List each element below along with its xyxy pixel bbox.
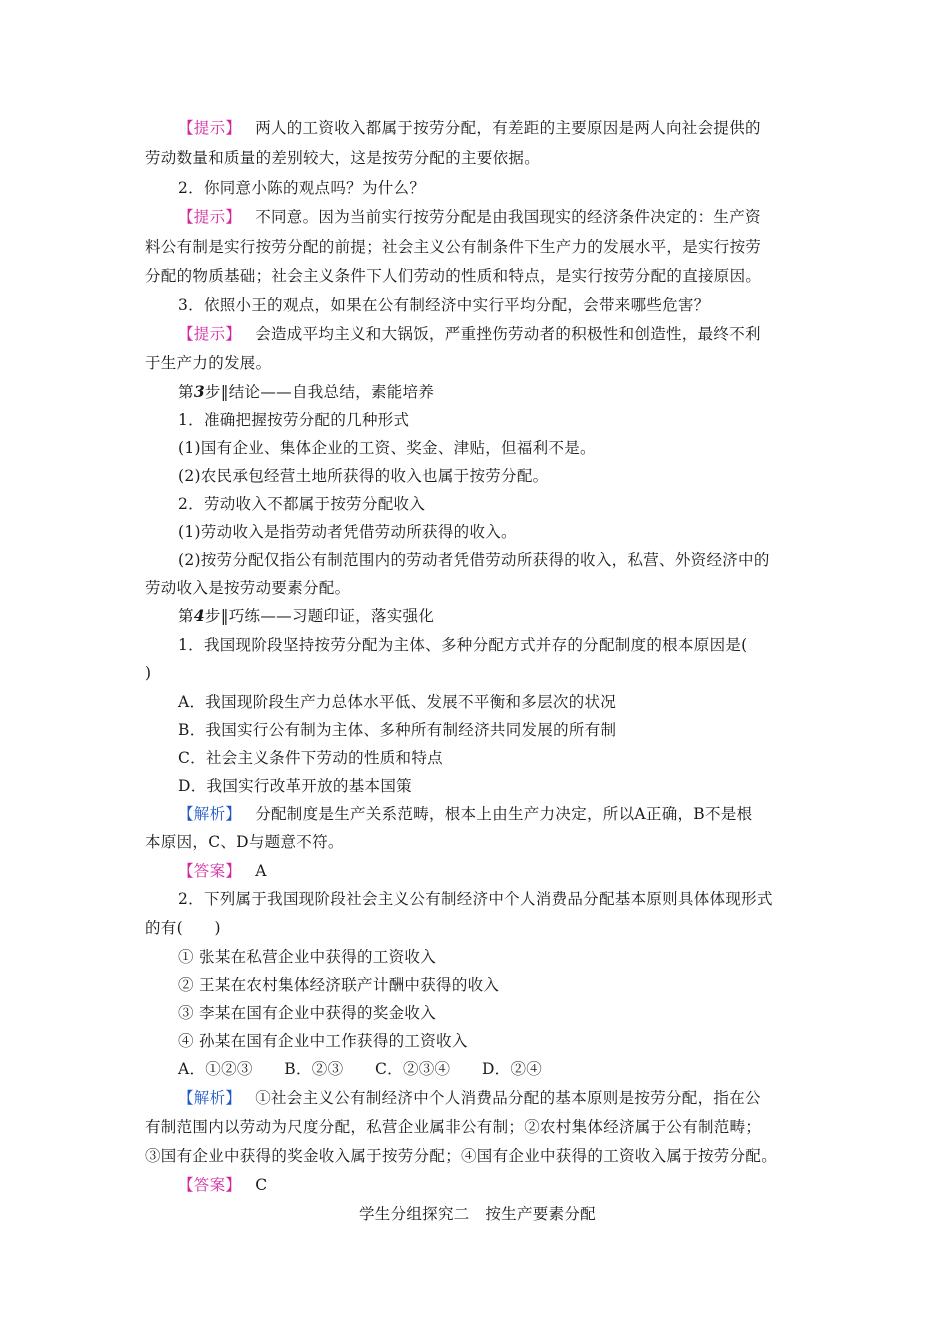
analysis-line xyxy=(178,804,752,824)
option-d: D．我国实行改革开放的基本国策 xyxy=(178,777,412,795)
answer-tag: 【答案】 xyxy=(178,1176,242,1194)
hint-text: 两人的工资收入都属于按劳分配，有差距的主要原因是两人向社会提供的 xyxy=(255,119,761,137)
option-c: C．社会主义条件下劳动的性质和特点 xyxy=(178,749,443,767)
hint-tag: 【提示】 xyxy=(178,325,242,343)
step-prefix: 第 xyxy=(178,607,194,625)
hint-line xyxy=(178,324,761,344)
point-text: (2)按劳分配仅指公有制范围内的劳动者凭借劳动所获得的收入，私营、外资经济中的 xyxy=(178,551,770,569)
section-title: 学生分组探究二 按生产要素分配 xyxy=(358,1205,596,1223)
option-b: B．我国实行公有制为主体、多种所有制经济共同发展的所有制 xyxy=(178,721,617,739)
point-text: (2)农民承包经营土地所获得的收入也属于按劳分配。 xyxy=(178,467,549,485)
step-number: 3 xyxy=(193,382,205,401)
text-line: 劳动数量和质量的差别较大，这是按劳分配的主要依据。 xyxy=(145,149,541,167)
point-text: 劳动收入是按劳动要素分配。 xyxy=(145,579,351,597)
statement-1: ① 张某在私营企业中获得的工资收入 xyxy=(178,948,437,966)
point-text: (1)国有企业、集体企业的工资、奖金、津贴，但福利不是。 xyxy=(178,439,596,457)
text-line: 有制范围内以劳动为尺度分配，私营企业属非公有制；②农村集体经济属于公有制范畴； xyxy=(145,1118,762,1136)
analysis-text: 分配制度是生产关系范畴，根本上由生产力决定，所以A正确，B不是根 xyxy=(255,805,753,823)
step-number: 4 xyxy=(193,606,205,625)
step-title: 步‖结论——自我总结，素能培养 xyxy=(204,383,435,401)
step-prefix: 第 xyxy=(178,383,194,401)
answer-line xyxy=(178,1175,267,1195)
point-heading: 2．劳动收入不都属于按劳分配收入 xyxy=(178,495,426,513)
statement-4: ④ 孙某在国有企业中工作获得的工资收入 xyxy=(178,1032,468,1050)
question-2: 2．你同意小陈的观点吗？为什么？ xyxy=(178,179,426,197)
statement-3: ③ 李某在国有企业中获得的奖金收入 xyxy=(178,1004,437,1022)
question-3: 3．依照小王的观点，如果在公有制经济中实行平均分配，会带来哪些危害？ xyxy=(178,296,710,314)
answer-tag: 【答案】 xyxy=(178,862,242,880)
point-heading: 1．准确把握按劳分配的几种形式 xyxy=(178,411,410,429)
option-a: A．我国现阶段生产力总体水平低、发展不平衡和多层次的状况 xyxy=(178,693,617,711)
point-text: (1)劳动收入是指劳动者凭借劳动所获得的收入。 xyxy=(178,523,517,541)
analysis-line xyxy=(178,1088,761,1108)
text-line: 于生产力的发展。 xyxy=(145,354,272,372)
hint-text: 不同意。因为当前实行按劳分配是由我国现实的经济条件决定的：生产资 xyxy=(255,208,761,226)
text-line: ③国有企业中获得的奖金收入属于按劳分配；④国有企业中获得的工资收入属于按劳分配。 xyxy=(145,1147,778,1165)
exercise-2-question-cont: 的有( ) xyxy=(145,919,221,937)
exercise-1-question: 1．我国现阶段坚持按劳分配为主体、多种分配方式并存的分配制度的根本原因是( xyxy=(178,636,748,654)
analysis-text: ①社会主义公有制经济中个人消费品分配的基本原则是按劳分配，指在公 xyxy=(255,1089,761,1107)
text-line: 本原因，C、D与题意不符。 xyxy=(145,833,344,851)
step-4-heading xyxy=(178,606,434,626)
hint-tag: 【提示】 xyxy=(178,208,242,226)
analysis-tag: 【解析】 xyxy=(178,1089,242,1107)
hint-line xyxy=(178,118,761,138)
analysis-tag: 【解析】 xyxy=(178,805,242,823)
exercise-1-question-cont: ) xyxy=(145,664,152,682)
step-title: 步‖巧练——习题印证，落实强化 xyxy=(204,607,435,625)
answer-line xyxy=(178,861,267,881)
hint-line xyxy=(178,207,761,227)
hint-tag: 【提示】 xyxy=(178,119,242,137)
text-line: 分配的物质基础；社会主义条件下人们劳动的性质和特点，是实行按劳分配的直接原因。 xyxy=(145,267,762,285)
exercise-2-question: 2．下列属于我国现阶段社会主义公有制经济中个人消费品分配基本原则具体体现形式 xyxy=(178,890,773,908)
answer-value: A xyxy=(255,862,267,880)
hint-text: 会造成平均主义和大锅饭，严重挫伤劳动者的积极性和创造性，最终不利 xyxy=(255,325,761,343)
statement-2: ② 王某在农村集体经济联产计酬中获得的收入 xyxy=(178,976,500,994)
answer-value: C xyxy=(255,1176,268,1194)
step-3-heading xyxy=(178,382,434,402)
text-line: 料公有制是实行按劳分配的前提；社会主义公有制条件下生产力的发展水平，是实行按劳 xyxy=(145,238,762,256)
choices-line: A．①②③ B．②③ C．②③④ D．②④ xyxy=(178,1060,543,1078)
